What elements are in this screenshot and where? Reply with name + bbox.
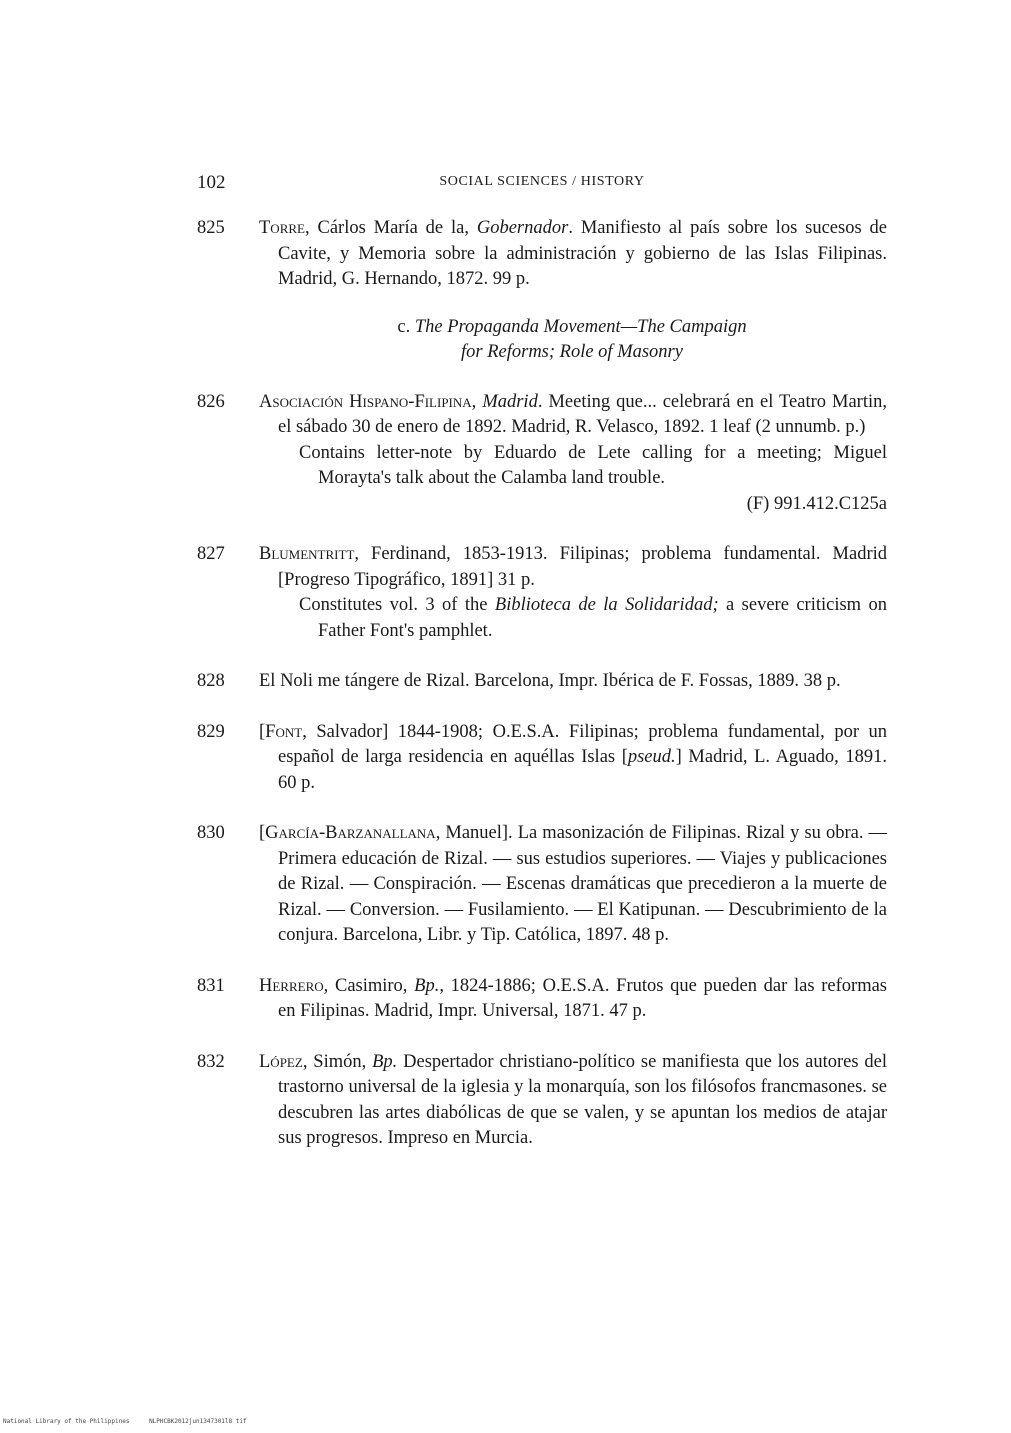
entry-number: 831 — [197, 975, 225, 996]
entry-828 — [197, 669, 887, 695]
entry-body-end: ] Madrid, L. Aguado, 1891. 60 p. — [278, 747, 887, 793]
entry-831 — [197, 974, 887, 1025]
entry-number: 825 — [197, 218, 225, 238]
section-letter: c. — [397, 316, 411, 337]
entry-text — [259, 1050, 887, 1152]
author-name: Herrero — [259, 975, 324, 996]
author-name: Blumentritt — [259, 544, 355, 564]
author-name: Torre — [259, 218, 305, 238]
author-name: López — [259, 1051, 303, 1072]
bracket: [ — [259, 721, 266, 742]
entry-text — [259, 720, 887, 797]
author-role: Bp. — [372, 1051, 398, 1072]
author-name: Font — [265, 721, 303, 742]
entry-body: , Ferdinand, 1853-1913. Filipinas; problema fundamental. Madrid [Progreso Tipográfico, 1891] 31 p. — [278, 544, 887, 590]
section-title-line-2: for Reforms; Role of Masonry — [461, 342, 683, 362]
entry-body: . Manifiesto al país sobre los sucesos de Cavite, y Memoria sobre la administración y gobierno de las Islas Filipinas. Madrid, G. Hernando, 1872. 99 p. — [278, 218, 887, 289]
entry-826 — [197, 390, 887, 518]
author-name: García-Barzanallana — [265, 823, 436, 843]
entry-body: , 1824-1886; O.E.S.A. Frutos que pueden dar las reformas en Filipinas. Madrid, Impr. Universal, 1871. 47 p. — [278, 975, 887, 1021]
author-role: Bp. — [414, 975, 440, 996]
entry-825 — [197, 216, 887, 293]
footer-library: National Library of the Philippines — [3, 1418, 130, 1425]
call-number: (F) 991.412.C125a — [746, 493, 887, 514]
entry-body: , Manuel]. La masonización de Filipinas. Rizal y su obra. — Primera educación de Rizal. — sus estudios superiores. — Viajes y publicaciones de Rizal. — Conspiración. — Escenas dramáticas que precedieron a la muerte de Rizal. — Conversion. — Fusilamiento. — El Katipunan. — Descubrimiento de la conjura. Barcelona, Libr. y Tip. Católica, 1897. 48 p. — [278, 823, 887, 945]
entry-829 — [197, 720, 887, 797]
note-text: a severe criticism on Father Font's pamphlet. — [318, 595, 887, 641]
scan-footer — [3, 1418, 247, 1425]
series-title: Biblioteca de la Solidaridad; — [494, 595, 719, 615]
author-detail: , Simón, — [302, 1051, 373, 1072]
entry-832 — [197, 1050, 887, 1152]
pseud-note: pseud. — [627, 747, 676, 767]
entry-number: 830 — [197, 823, 225, 843]
entry-body: Despertador christiano-político se manifiesta que los autores del trastorno universal de la iglesia y la monarquía, son los filósofos francmasones. se descubren las artes diabólicas de que se valen, y se apuntan los medios de atajar sus progresos. Impreso en Murcia. — [278, 1051, 887, 1148]
note-text: Constitutes vol. 3 of the — [299, 595, 495, 615]
section-title-line-1: The Propaganda Movement—The Campaign — [414, 316, 747, 337]
running-head: SOCIAL SCIENCES / HISTORY — [439, 174, 645, 189]
entry-number: 826 — [197, 391, 225, 412]
bracket: [ — [259, 823, 266, 843]
entry-text — [259, 974, 887, 1025]
author-place: Madrid — [482, 391, 538, 412]
entry-text — [259, 390, 887, 441]
entry-text — [259, 821, 887, 949]
author-detail: , Casimiro, — [323, 975, 415, 996]
section-heading — [257, 315, 887, 366]
author-detail: , Cárlos María de la, — [304, 218, 477, 238]
entry-number: 829 — [197, 721, 225, 742]
entry-830 — [197, 821, 887, 949]
footer-filename: NLPHCBK2012jun1347301l8 tif — [149, 1418, 247, 1425]
entry-number: 828 — [197, 671, 225, 691]
entry-note: Contains letter-note by Eduardo de Lete calling for a meeting; Miguel Morayta's talk about the Calamba land trouble. — [299, 442, 887, 488]
entry-text — [259, 542, 887, 593]
author-detail: , — [471, 391, 483, 412]
entry-827 — [197, 542, 887, 644]
entry-number: 832 — [197, 1051, 225, 1072]
author-name: Asociación Hispano-Filipina — [259, 391, 472, 412]
entry-text: El Noli me tángere de Rizal. Barcelona, Impr. Ibérica de F. Fossas, 1889. 38 p. — [259, 671, 841, 691]
entry-body: , Salvador] 1844-1908; O.E.S.A. Filipinas; problema fundamental, por un español de larga residencia en aquéllas Islas [ — [278, 721, 887, 767]
entry-number: 827 — [197, 544, 225, 564]
page-header — [197, 172, 887, 198]
page-number: 102 — [197, 172, 226, 193]
entry-text — [259, 216, 887, 293]
bibliography-entries — [197, 216, 887, 1152]
entry-note — [299, 593, 887, 644]
author-role: Gobernador — [476, 218, 569, 238]
entry-body: . Meeting que... celebrará en el Teatro Martin, el sábado 30 de enero de 1892. Madrid, R. Velasco, 1892. 1 leaf (2 unnumb. p.) — [278, 391, 887, 437]
